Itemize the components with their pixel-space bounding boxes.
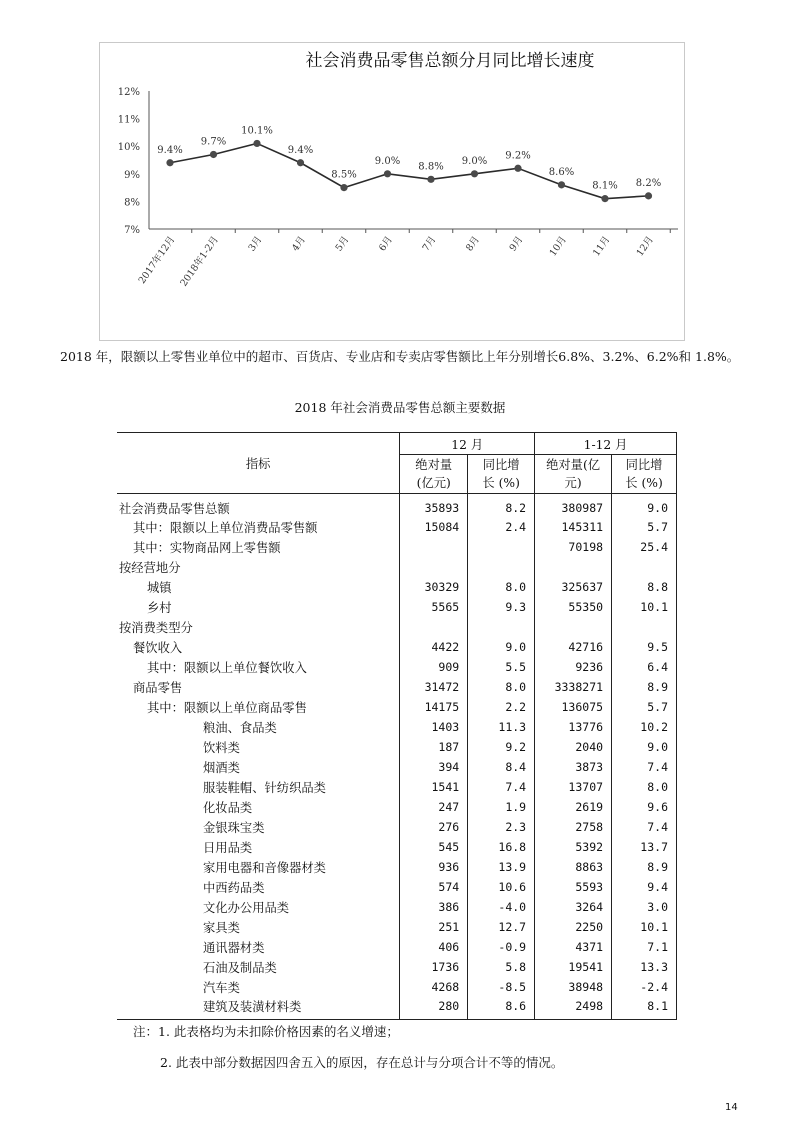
row-label: 日用品类 (203, 841, 253, 855)
ytd-growth-cell: 7.1 (612, 937, 677, 957)
ytd-growth-cell: 7.4 (612, 817, 677, 837)
dec-abs-cell: 574 (400, 877, 468, 897)
table-row (117, 737, 677, 757)
dec-growth-cell: -0.9 (468, 937, 535, 957)
row-label: 餐饮收入 (133, 641, 183, 655)
ytd-abs-cell: 9236 (535, 657, 612, 677)
dec-growth-cell: 8.0 (468, 577, 535, 597)
ytd-abs-cell: 2498 (535, 997, 612, 1020)
x-tick-label: 11月 (591, 234, 613, 259)
row-label: 石油及制品类 (203, 961, 277, 975)
row-label: 中西药品类 (203, 881, 265, 895)
x-tick-label: 8月 (464, 234, 482, 254)
ytd-growth-cell: 9.0 (612, 494, 677, 518)
header-period-ytd: 1-12 月 (535, 433, 677, 455)
table-row (117, 557, 677, 577)
chart-frame (99, 42, 685, 341)
ytd-abs-cell: 8863 (535, 857, 612, 877)
table-row (117, 877, 677, 897)
table-row (117, 494, 677, 518)
data-point (514, 165, 521, 172)
ytd-growth-cell (612, 617, 677, 637)
row-label: 粮油、食品类 (203, 721, 277, 735)
dec-abs-cell: 1403 (400, 717, 468, 737)
ytd-growth-cell: 8.0 (612, 777, 677, 797)
table-row (117, 717, 677, 737)
dec-abs-cell: 280 (400, 997, 468, 1020)
dec-growth-cell: 5.8 (468, 957, 535, 977)
x-tick-label: 7月 (420, 234, 439, 254)
table-row (117, 597, 677, 617)
ytd-growth-cell: 10.2 (612, 717, 677, 737)
ytd-abs-cell: 380987 (535, 494, 612, 518)
table-row (117, 917, 677, 937)
table-row (117, 697, 677, 717)
header-growth2-line1: 同比增 (625, 458, 663, 472)
data-labels (157, 125, 661, 191)
row-label: 城镇 (147, 581, 172, 595)
dec-growth-cell: 7.4 (468, 777, 535, 797)
data-label: 8.1% (592, 180, 618, 192)
ytd-abs-cell: 325637 (535, 577, 612, 597)
table-row (117, 857, 677, 877)
dec-growth-cell: 1.9 (468, 797, 535, 817)
row-label: 其中：限额以上单位餐饮收入 (147, 661, 307, 675)
table-row (117, 657, 677, 677)
ytd-abs-cell: 38948 (535, 977, 612, 997)
row-label: 烟酒类 (203, 761, 240, 775)
y-ticks (118, 87, 140, 236)
header-indicator: 指标 (117, 433, 400, 494)
header-abs-line1: 绝对量 (415, 458, 453, 472)
ytd-growth-cell: 9.4 (612, 877, 677, 897)
dec-abs-cell: 394 (400, 757, 468, 777)
ytd-abs-cell: 5593 (535, 877, 612, 897)
table-row (117, 777, 677, 797)
dec-growth-cell (468, 557, 535, 577)
ytd-growth-cell: 8.9 (612, 677, 677, 697)
dec-abs-cell: 247 (400, 797, 468, 817)
chart-title: 社会消费品零售总额分月同比增长速度 (305, 51, 595, 71)
ytd-growth-cell: 8.8 (612, 577, 677, 597)
row-label: 饮料类 (203, 741, 240, 755)
header-growth2-line2: 长 (%) (625, 476, 663, 490)
x-tick-label: 10月 (547, 234, 569, 259)
data-label: 8.5% (331, 169, 357, 181)
dec-abs-cell: 406 (400, 937, 468, 957)
x-tick-label: 9月 (507, 234, 526, 254)
retail-sales-table (117, 432, 677, 1020)
ytd-growth-cell (612, 557, 677, 577)
dec-abs-cell: 276 (400, 817, 468, 837)
data-label: 8.2% (635, 177, 662, 189)
table-row (117, 677, 677, 697)
ytd-growth-cell: 9.5 (612, 637, 677, 657)
table-row (117, 817, 677, 837)
row-label: 家具类 (203, 921, 240, 935)
ytd-abs-cell (535, 557, 612, 577)
dec-abs-cell: 14175 (400, 697, 468, 717)
header-growth-line1: 同比增 (482, 458, 520, 472)
row-label: 通讯器材类 (203, 941, 265, 955)
x-tick-label: 5月 (333, 234, 352, 254)
ytd-growth-cell: 13.3 (612, 957, 677, 977)
series-line (170, 143, 649, 198)
row-label: 化妆品类 (203, 801, 253, 815)
ytd-abs-cell: 145311 (535, 517, 612, 537)
x-tick-label: 3月 (246, 234, 265, 254)
table-row (117, 997, 677, 1020)
data-label: 10.1% (241, 125, 273, 137)
header-growth-line2: 长 (%) (482, 476, 520, 490)
dec-growth-cell: 12.7 (468, 917, 535, 937)
dec-growth-cell: 16.8 (468, 837, 535, 857)
line-chart (100, 43, 684, 340)
dec-growth-cell: 11.3 (468, 717, 535, 737)
table-row (117, 977, 677, 997)
table-row (117, 617, 677, 637)
row-label: 金银珠宝类 (203, 821, 265, 835)
table-row (117, 757, 677, 777)
ytd-growth-cell: -2.4 (612, 977, 677, 997)
data-label: 9.0% (374, 155, 401, 167)
row-label: 社会消费品零售总额 (119, 502, 230, 516)
x-tick-label: 12月 (634, 234, 656, 259)
dec-growth-cell: 9.3 (468, 597, 535, 617)
table-note-2: 2. 此表中部分数据因四舍五入的原因，存在总计与分项合计不等的情况。 (160, 1055, 564, 1070)
dec-growth-cell: 10.6 (468, 877, 535, 897)
row-label: 其中：限额以上单位商品零售 (147, 701, 307, 715)
data-label: 9.0% (461, 155, 488, 167)
row-label: 其中：限额以上单位消费品零售额 (133, 521, 318, 535)
dec-abs-cell: 1541 (400, 777, 468, 797)
dec-growth-cell: 2.3 (468, 817, 535, 837)
series-markers (166, 140, 652, 202)
header-abs2-line2: 元) (564, 476, 582, 490)
ytd-growth-cell: 9.6 (612, 797, 677, 817)
ytd-abs-cell: 5392 (535, 837, 612, 857)
dec-growth-cell: 9.2 (468, 737, 535, 757)
dec-abs-cell: 1736 (400, 957, 468, 977)
ytd-abs-cell: 13776 (535, 717, 612, 737)
table-row (117, 837, 677, 857)
y-tick-label: 8% (124, 197, 140, 209)
dec-growth-cell: 8.6 (468, 997, 535, 1020)
table-row (117, 957, 677, 977)
dec-abs-cell: 31472 (400, 677, 468, 697)
ytd-abs-cell: 4371 (535, 937, 612, 957)
dec-abs-cell: 251 (400, 917, 468, 937)
ytd-abs-cell: 2619 (535, 797, 612, 817)
ytd-growth-cell: 7.4 (612, 757, 677, 777)
table-row (117, 637, 677, 657)
data-point (558, 181, 565, 188)
ytd-growth-cell: 8.9 (612, 857, 677, 877)
header-dec-abs (400, 455, 468, 494)
ytd-growth-cell: 13.7 (612, 837, 677, 857)
row-label: 其中：实物商品网上零售额 (133, 541, 281, 555)
row-label: 家用电器和音像器材类 (203, 861, 326, 875)
dec-abs-cell: 35893 (400, 494, 468, 518)
data-point (427, 176, 434, 183)
table-row (117, 897, 677, 917)
dec-abs-cell: 545 (400, 837, 468, 857)
dec-abs-cell: 936 (400, 857, 468, 877)
dec-growth-cell: 5.5 (468, 657, 535, 677)
y-tick-label: 7% (124, 225, 140, 236)
dec-abs-cell (400, 557, 468, 577)
ytd-growth-cell: 3.0 (612, 897, 677, 917)
ytd-abs-cell: 2040 (535, 737, 612, 757)
body-paragraph: 2018 年，限额以上零售业单位中的超市、百货店、专业店和专卖店零售额比上年分别增长6.8%、3.2%、6.2%和 1.8%。 (60, 349, 740, 364)
page-number: 14 (725, 1102, 738, 1113)
data-label: 8.8% (418, 161, 444, 173)
ytd-abs-cell: 19541 (535, 957, 612, 977)
dec-growth-cell: -4.0 (468, 897, 535, 917)
ytd-growth-cell: 9.0 (612, 737, 677, 757)
table-row (117, 577, 677, 597)
table-row (117, 517, 677, 537)
ytd-abs-cell: 136075 (535, 697, 612, 717)
header-abs2-line1: 绝对量(亿 (546, 458, 601, 472)
ytd-growth-cell: 10.1 (612, 917, 677, 937)
dec-abs-cell: 4422 (400, 637, 468, 657)
ytd-abs-cell: 55350 (535, 597, 612, 617)
dec-growth-cell: 8.2 (468, 494, 535, 518)
ytd-abs-cell: 2758 (535, 817, 612, 837)
dec-growth-cell: -8.5 (468, 977, 535, 997)
dec-growth-cell (468, 617, 535, 637)
header-period-december: 12 月 (400, 433, 535, 455)
y-tick-label: 11% (117, 114, 140, 126)
ytd-growth-cell: 10.1 (612, 597, 677, 617)
ytd-abs-cell: 3873 (535, 757, 612, 777)
data-label: 9.4% (287, 144, 314, 156)
ytd-abs-cell: 13707 (535, 777, 612, 797)
dec-abs-cell: 187 (400, 737, 468, 757)
dec-abs-cell: 909 (400, 657, 468, 677)
dec-growth-cell: 9.0 (468, 637, 535, 657)
data-point (210, 151, 217, 158)
ytd-growth-cell: 5.7 (612, 517, 677, 537)
row-label: 汽车类 (203, 981, 240, 995)
data-label: 9.7% (200, 136, 227, 148)
table-note-1: 注：1. 此表格均为未扣除价格因素的名义增速； (133, 1024, 399, 1039)
dec-growth-cell: 8.0 (468, 677, 535, 697)
dec-growth-cell: 13.9 (468, 857, 535, 877)
table-row (117, 937, 677, 957)
header-ytd-abs (535, 455, 612, 494)
row-label: 按经营地分 (119, 561, 181, 575)
data-point (645, 192, 652, 199)
row-label: 按消费类型分 (119, 621, 193, 635)
data-label: 8.6% (548, 166, 575, 178)
dec-growth-cell: 2.4 (468, 517, 535, 537)
data-point (384, 170, 391, 177)
ytd-abs-cell: 3338271 (535, 677, 612, 697)
dec-abs-cell (400, 617, 468, 637)
ytd-growth-cell: 6.4 (612, 657, 677, 677)
data-point (601, 195, 608, 202)
dec-abs-cell (400, 537, 468, 557)
data-point (471, 170, 478, 177)
y-tick-label: 10% (117, 142, 140, 154)
dec-growth-cell: 2.2 (468, 697, 535, 717)
data-point (340, 184, 347, 191)
data-point (297, 159, 304, 166)
ytd-abs-cell: 70198 (535, 537, 612, 557)
dec-abs-cell: 5565 (400, 597, 468, 617)
ytd-growth-cell: 8.1 (612, 997, 677, 1020)
x-tick-label: 4月 (290, 234, 308, 254)
x-tick-label: 2018年1-2月 (178, 234, 221, 289)
header-abs-line2: (亿元) (416, 476, 451, 490)
dec-growth-cell (468, 537, 535, 557)
table-row (117, 797, 677, 817)
ytd-abs-cell: 2250 (535, 917, 612, 937)
ytd-growth-cell: 25.4 (612, 537, 677, 557)
ytd-abs-cell: 3264 (535, 897, 612, 917)
y-tick-label: 9% (124, 169, 140, 181)
data-label: 9.2% (505, 150, 531, 162)
row-label: 文化办公用品类 (203, 901, 290, 915)
row-label: 服装鞋帽、针纺织品类 (203, 781, 326, 795)
x-ticks (136, 229, 670, 289)
dec-abs-cell: 386 (400, 897, 468, 917)
dec-abs-cell: 30329 (400, 577, 468, 597)
row-label: 商品零售 (133, 681, 183, 695)
dec-growth-cell: 8.4 (468, 757, 535, 777)
x-tick-label: 2017年12月 (136, 234, 178, 286)
header-ytd-growth (612, 455, 677, 494)
data-point (253, 140, 260, 147)
dec-abs-cell: 15084 (400, 517, 468, 537)
header-dec-growth (468, 455, 535, 494)
table-body (117, 494, 677, 1020)
y-tick-label: 12% (117, 87, 140, 98)
data-label: 9.4% (157, 144, 183, 156)
dec-abs-cell: 4268 (400, 977, 468, 997)
ytd-abs-cell (535, 617, 612, 637)
table-row (117, 537, 677, 557)
row-label: 建筑及装潢材料类 (203, 1000, 302, 1014)
data-point (166, 159, 173, 166)
ytd-abs-cell: 42716 (535, 637, 612, 657)
ytd-growth-cell: 5.7 (612, 697, 677, 717)
x-tick-label: 6月 (377, 234, 395, 254)
table-title: 2018 年社会消费品零售总额主要数据 (294, 400, 506, 415)
row-label: 乡村 (147, 601, 172, 615)
